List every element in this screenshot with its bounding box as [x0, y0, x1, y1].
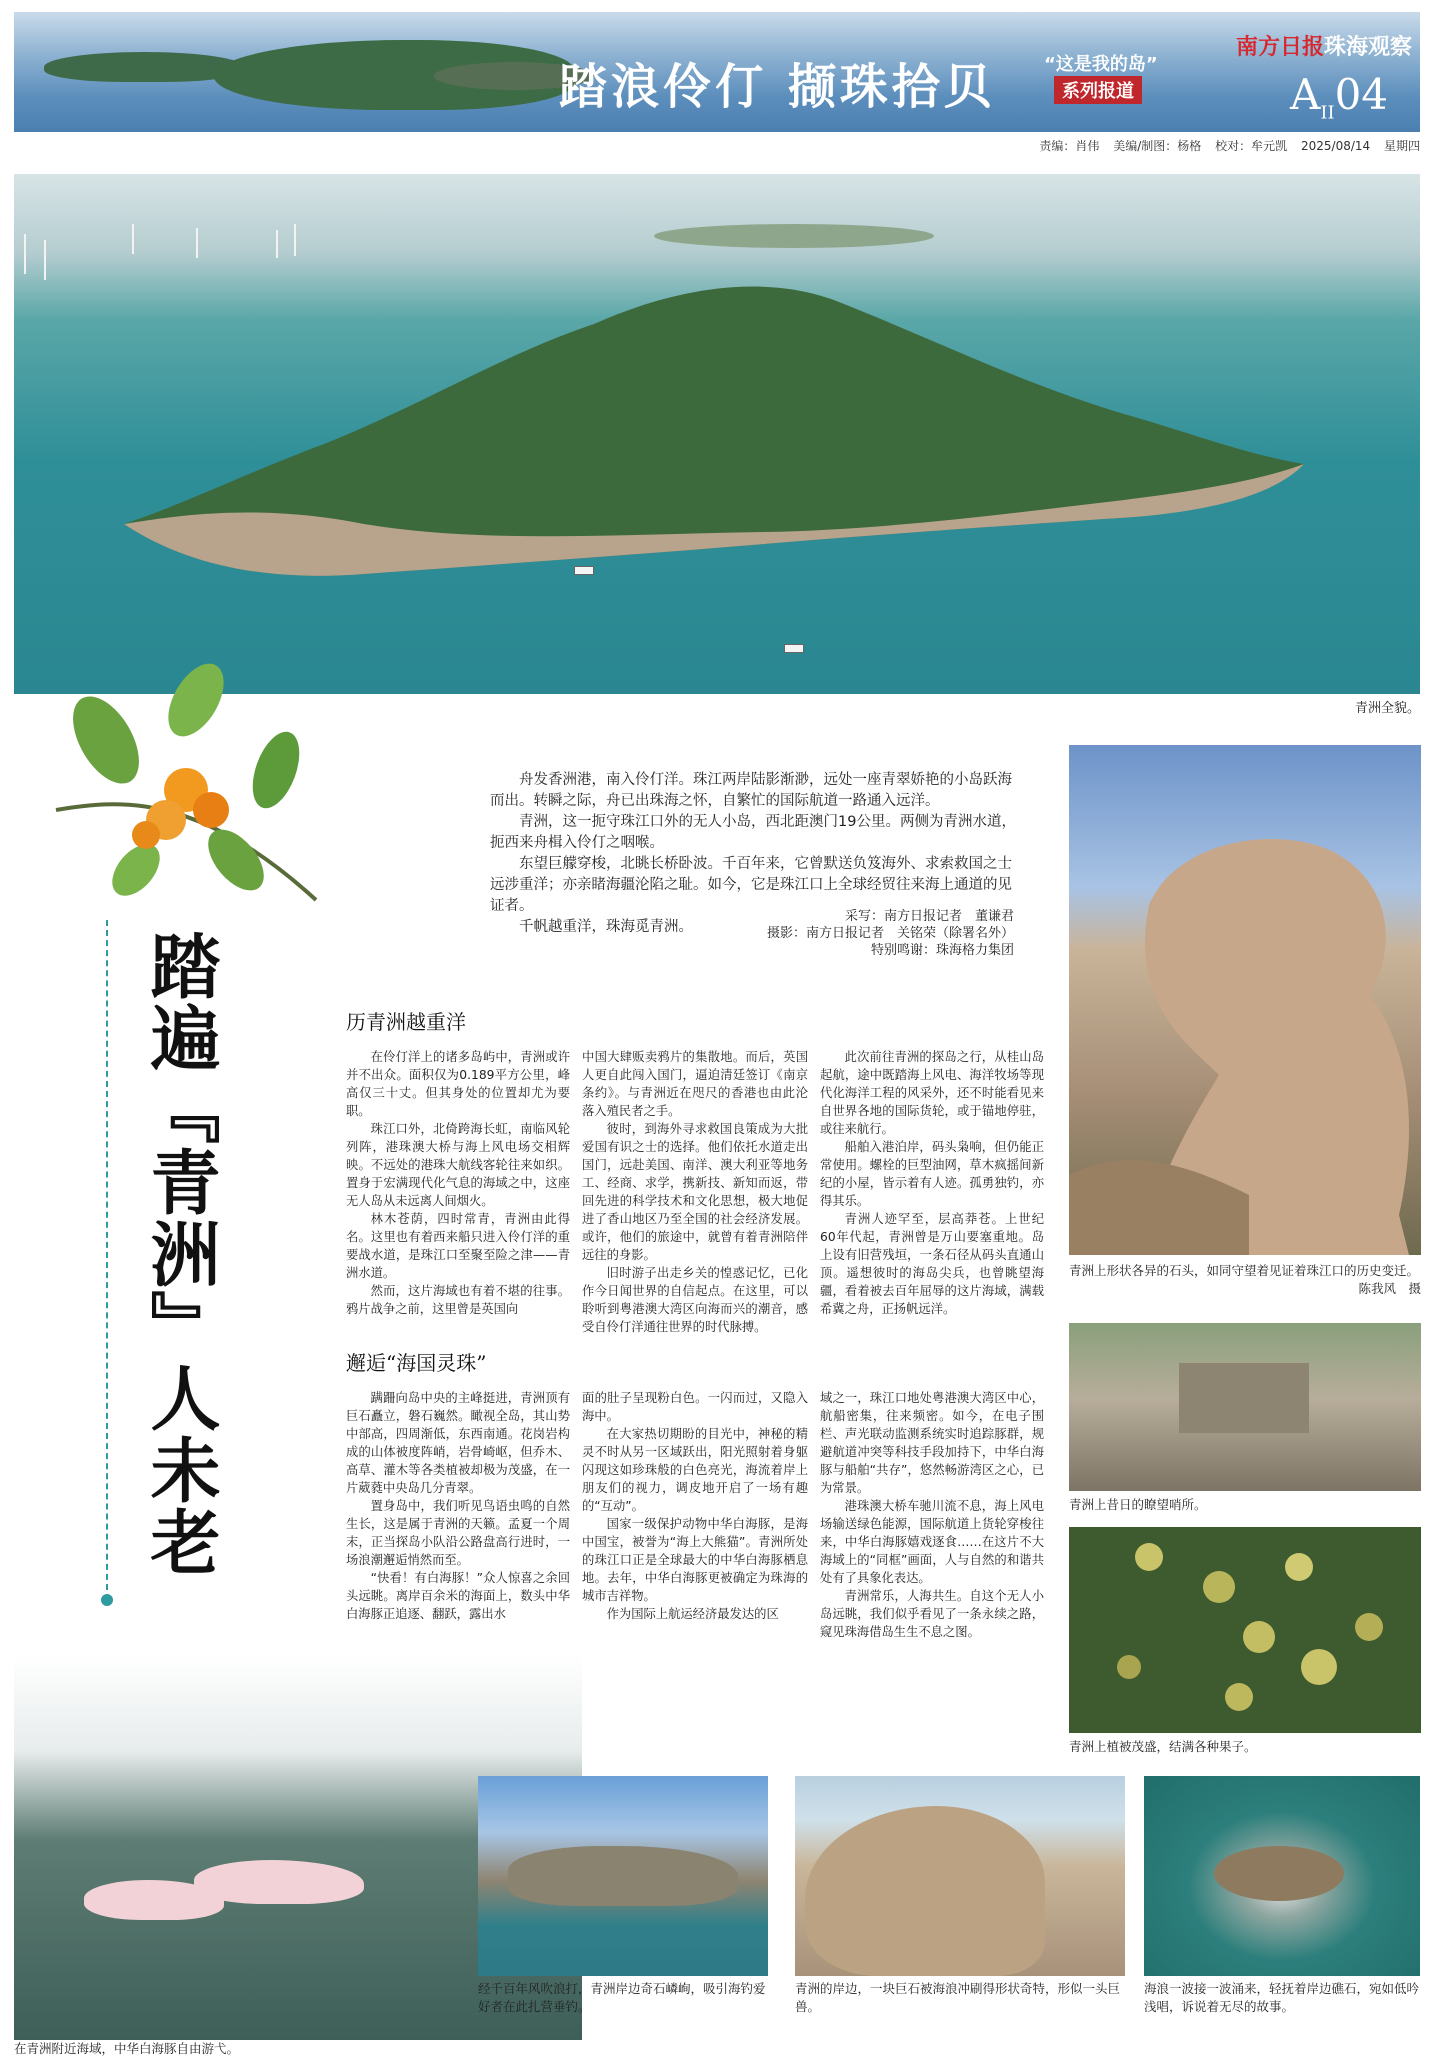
article-column	[820, 1389, 1044, 1641]
page-num: 04	[1334, 70, 1389, 119]
paragraph: 面的肚子呈现粉白色。一闪而过，又隐入海中。	[582, 1391, 808, 1423]
design-credit: 美编/制图：杨格	[1113, 139, 1202, 153]
boat	[784, 644, 804, 653]
seeds-photo	[1069, 1527, 1421, 1733]
fishing-rocks-photo	[478, 1776, 768, 1976]
paragraph: 中国大肆贩卖鸦片的集散地。而后，英国人更自此闯入国门，逼迫清廷签订《南京条约》。与青洲近在咫尺的香港也由此沦落入殖民者之手。	[582, 1050, 808, 1118]
beast-rock-caption: 青洲的岸边，一块巨石被海浪冲刷得形状奇特，形似一头巨兽。	[795, 1981, 1121, 2014]
lead-paragraph: 舟发香洲港，南入伶仃洋。珠江两岸陆影渐渺，远处一座青翠娇艳的小岛跃海而出。转瞬之际，舟已出珠海之怀，自繁忙的国际航道一路通入远洋。	[490, 772, 1012, 809]
decorative-dashed-line	[106, 920, 108, 1600]
section-heading: 历青洲越重洋	[346, 1010, 466, 1034]
distant-island	[654, 224, 934, 248]
wind-turbine	[294, 224, 296, 256]
fruit-branch-illustration	[36, 660, 326, 950]
rock-photo	[1069, 745, 1421, 1255]
paragraph: 彼时，到海外寻求救国良策成为大批爱国有识之士的选择。他们依托水道走出国门，远赴美国、南洋、澳大利亚等地务工、经商、求学，携新技、新知而返，带回先进的科学技术和文化思想，极大地促进了香山地区乃至全国的社会经济发展。或许，他们的旅途中，就曾有着青洲陪伴远往的身影。	[582, 1122, 808, 1262]
wind-turbine	[276, 230, 278, 258]
paragraph: 国家一级保护动物中华白海豚，是海中国宝，被誉为“海上大熊猫”。青洲所处的珠江口正是全球最大的中华白海豚栖息地。去年，中华白海豚更被确定为珠海的城市吉祥物。	[582, 1517, 808, 1603]
brand-section: 珠海观察	[1324, 35, 1413, 60]
boat	[574, 566, 594, 575]
article-column	[820, 1048, 1044, 1318]
paragraph: “快看！有白海豚！”众人惊喜之余回头远眺。离岸百余米的海面上，数头中华白海豚正追逐、翻跃，露出水	[346, 1571, 570, 1621]
credits-line	[1029, 137, 1420, 154]
paragraph: 港珠澳大桥车驰川流不息，海上风电场输送绿色能源，国际航道上货轮穿梭往来，中华白海豚嬉戏逐食……在这片不大海域上的“同框”画面，人与自然的和谐共处有了具象化表达。	[820, 1499, 1044, 1585]
page-sub: II	[1320, 102, 1335, 124]
header-banner	[14, 12, 1420, 132]
wind-turbine	[132, 224, 134, 254]
bunker-photo	[1069, 1323, 1421, 1491]
qingzhou-island-shape	[124, 264, 1314, 594]
lead-paragraph: 千帆越重洋，珠海觅青洲。	[519, 919, 693, 935]
byline-photographer: 摄影：南方日报记者 关铭荣（除署名外）	[766, 926, 1014, 941]
article-column	[346, 1048, 570, 1318]
proof-credit: 校对：牟元凯	[1215, 139, 1288, 153]
dolphin-caption: 在青洲附近海域，中华白海豚自由游弋。	[14, 2041, 240, 2056]
paragraph: 青洲人迹罕至，层高莽苍。上世纪60年代起，青洲曾是万山要塞重地。岛上设有旧营残垣，一条石径从码头直通山顶。遥想彼时的海岛尖兵，也曾眺望海疆，看着被去百年屈辱的这片海域，满载希冀之舟，正扬帆远洋。	[820, 1212, 1044, 1316]
paragraph: 青洲常乐，人海共生。自这个无人小岛远眺，我们似乎看见了一条永续之路，窥见珠海借岛生生不息之图。	[820, 1589, 1044, 1639]
paragraph: 林木苍荫，四时常青，青洲由此得名。这里也有着西来船只进入伶仃洋的重要战水道，是珠江口至聚至险之津——青洲水道。	[346, 1212, 570, 1280]
article-column	[582, 1048, 808, 1336]
seed-clusters	[1069, 1527, 1421, 1733]
rock-formation	[508, 1846, 738, 1906]
beast-rock-photo	[795, 1776, 1125, 1976]
main-island-photo	[14, 174, 1420, 694]
article-column	[582, 1389, 808, 1623]
reef-rock	[1214, 1846, 1344, 1901]
paragraph: 船舶入港泊岸，码头枭响，但仍能正常使用。螺栓的巨型油网，草木疯摇间新纪的小屋，皆示着有人迹。孤勇独钓，亦得其乐。	[820, 1140, 1044, 1208]
issue-weekday: 星期四	[1383, 139, 1420, 153]
wind-turbine	[44, 240, 46, 280]
paragraph: 置身岛中，我们听见鸟语虫鸣的自然生长，这是属于青洲的天籁。孟夏一个周末，正当探岛小队沿公路盘高行进时，一场浪潮邂逅悄然而至。	[346, 1499, 570, 1567]
lead-paragraph: 青洲，这一扼守珠江口外的无人小岛，西北距澳门19公里。两侧为青洲水道，扼西来舟楫入伶仃之咽喉。	[490, 814, 1016, 851]
page-title: 踏浪伶仃 撷珠拾贝	[559, 59, 996, 115]
main-photo-caption: 青洲全貌。	[1354, 701, 1420, 716]
rock-shape	[1069, 745, 1421, 1255]
rock-caption	[1069, 1262, 1421, 1298]
paragraph: 在伶仃洋上的诸多岛屿中，青洲或许并不出众。面积仅为0.189平方公里，峰高仅三十丈。但其身处的位置却尤为要职。	[346, 1050, 570, 1118]
byline-writer: 采写：南方日报记者 董谦君	[844, 909, 1014, 924]
article-column	[346, 1389, 570, 1623]
wind-turbine	[24, 234, 26, 274]
wind-turbine	[196, 228, 198, 258]
paragraph: 旧时游子出走乡关的惶惑记忆，已化作今日闻世界的自信起点。在这里，可以聆听到粤港澳大湾区向海而兴的潮音，感受自伶仃洋通往世界的时代脉搏。	[582, 1266, 808, 1334]
photo-credit: 陈我风 摄	[1358, 1281, 1421, 1296]
page-number	[1290, 70, 1388, 123]
white-dolphin	[194, 1860, 364, 1904]
waves-rock-caption: 海浪一波接一波涌来，轻抚着岸边礁石，宛如低吟浅唱，诉说着无尽的故事。	[1144, 1981, 1420, 2014]
byline	[767, 908, 1014, 959]
bunker-caption: 青洲上昔日的瞭望哨所。	[1069, 1497, 1207, 1512]
decorative-dot	[101, 1594, 113, 1606]
section-heading: 邂逅“海国灵珠”	[346, 1351, 487, 1375]
byline-thanks: 特别鸣谢：珠海格力集团	[870, 943, 1014, 958]
paragraph: 蹒跚向岛中央的主峰挺进，青洲顶有巨石矗立，磐石巍然。瞰视全岛，其山势中部高，四周渐低，东西南通。花岗岩构成的山体被度阵峭，岩骨崎岖，但乔木、高草、灌木等各类植被却极为茂盛，在一片葳蕤中央岛几分青翠。	[346, 1391, 570, 1495]
bunker-building	[1179, 1363, 1309, 1433]
paragraph: 珠江口外，北倚跨海长虹，南临风轮列阵，港珠澳大桥与海上风电场交相辉映。不远处的港珠大航线客轮往来如织。置身于宏满现代化气息的海域之中，这座无人岛从未远离人间烟火。	[346, 1122, 570, 1208]
paragraph: 域之一，珠江口地处粤港澳大湾区中心，航船密集，往来频密。如今，在电子围栏、声光联动监测系统实时追踪豚群，规避航道冲突等科技手段加持下，中华白海豚与船舶“共存”，悠然畅游湾区之心，已为常景。	[820, 1391, 1044, 1495]
newspaper-brand	[1236, 30, 1412, 61]
paragraph: 在大家热切期盼的目光中，神秘的精灵不时从另一区域跃出，阳光照射着身躯闪现这如珍珠般的白色亮光，海流着岸上朋友们的视力，调皮地开启了一场有趣的“互动”。	[582, 1427, 808, 1513]
lead-paragraph: 东望巨艨穿梭，北眺长桥卧波。千百年来，它曾默送负笈海外、求索救国之士远涉重洋；亦亲睹海疆沦陷之耻。如今，它是珠江口上全球经贸往来海上通道的见证者。	[490, 856, 1012, 914]
editor-credit: 责编：肖伟	[1039, 139, 1100, 153]
beast-shaped-rock	[805, 1806, 1045, 1976]
page-prefix: A	[1290, 70, 1321, 119]
brand-logo: 南方日报	[1236, 34, 1325, 60]
paragraph: 此次前往青洲的探岛之行，从桂山岛起航，途中既踏海上风电、海洋牧场等现代化海洋工程的风采外，还不时能看见来自世界各地的国际货轮，或于锚地停驻，或往来航行。	[820, 1050, 1044, 1136]
seeds-caption: 青洲上植被茂盛，结满各种果子。	[1069, 1739, 1257, 1754]
fishing-rocks-caption: 经千百年风吹浪打，青洲岸边奇石嶙峋，吸引海钓爱好者在此扎营垂钓。	[478, 1981, 766, 2014]
paragraph: 作为国际上航运经济最发达的区	[606, 1607, 779, 1621]
series-badge: 系列报道	[1054, 76, 1142, 104]
caption-text: 青洲上形状各异的石头，如同守望着见证着珠江口的历史变迁。	[1069, 1263, 1420, 1278]
waves-rock-photo	[1144, 1776, 1420, 1976]
headline: 踏遍『青洲』人未老	[139, 930, 222, 1578]
paragraph: 然而，这片海域也有着不堪的往事。鸦片战争之前，这里曾是英国向	[346, 1284, 570, 1316]
series-label: “这是我的岛”	[1044, 54, 1158, 75]
issue-date: 2025/08/14	[1300, 139, 1371, 153]
